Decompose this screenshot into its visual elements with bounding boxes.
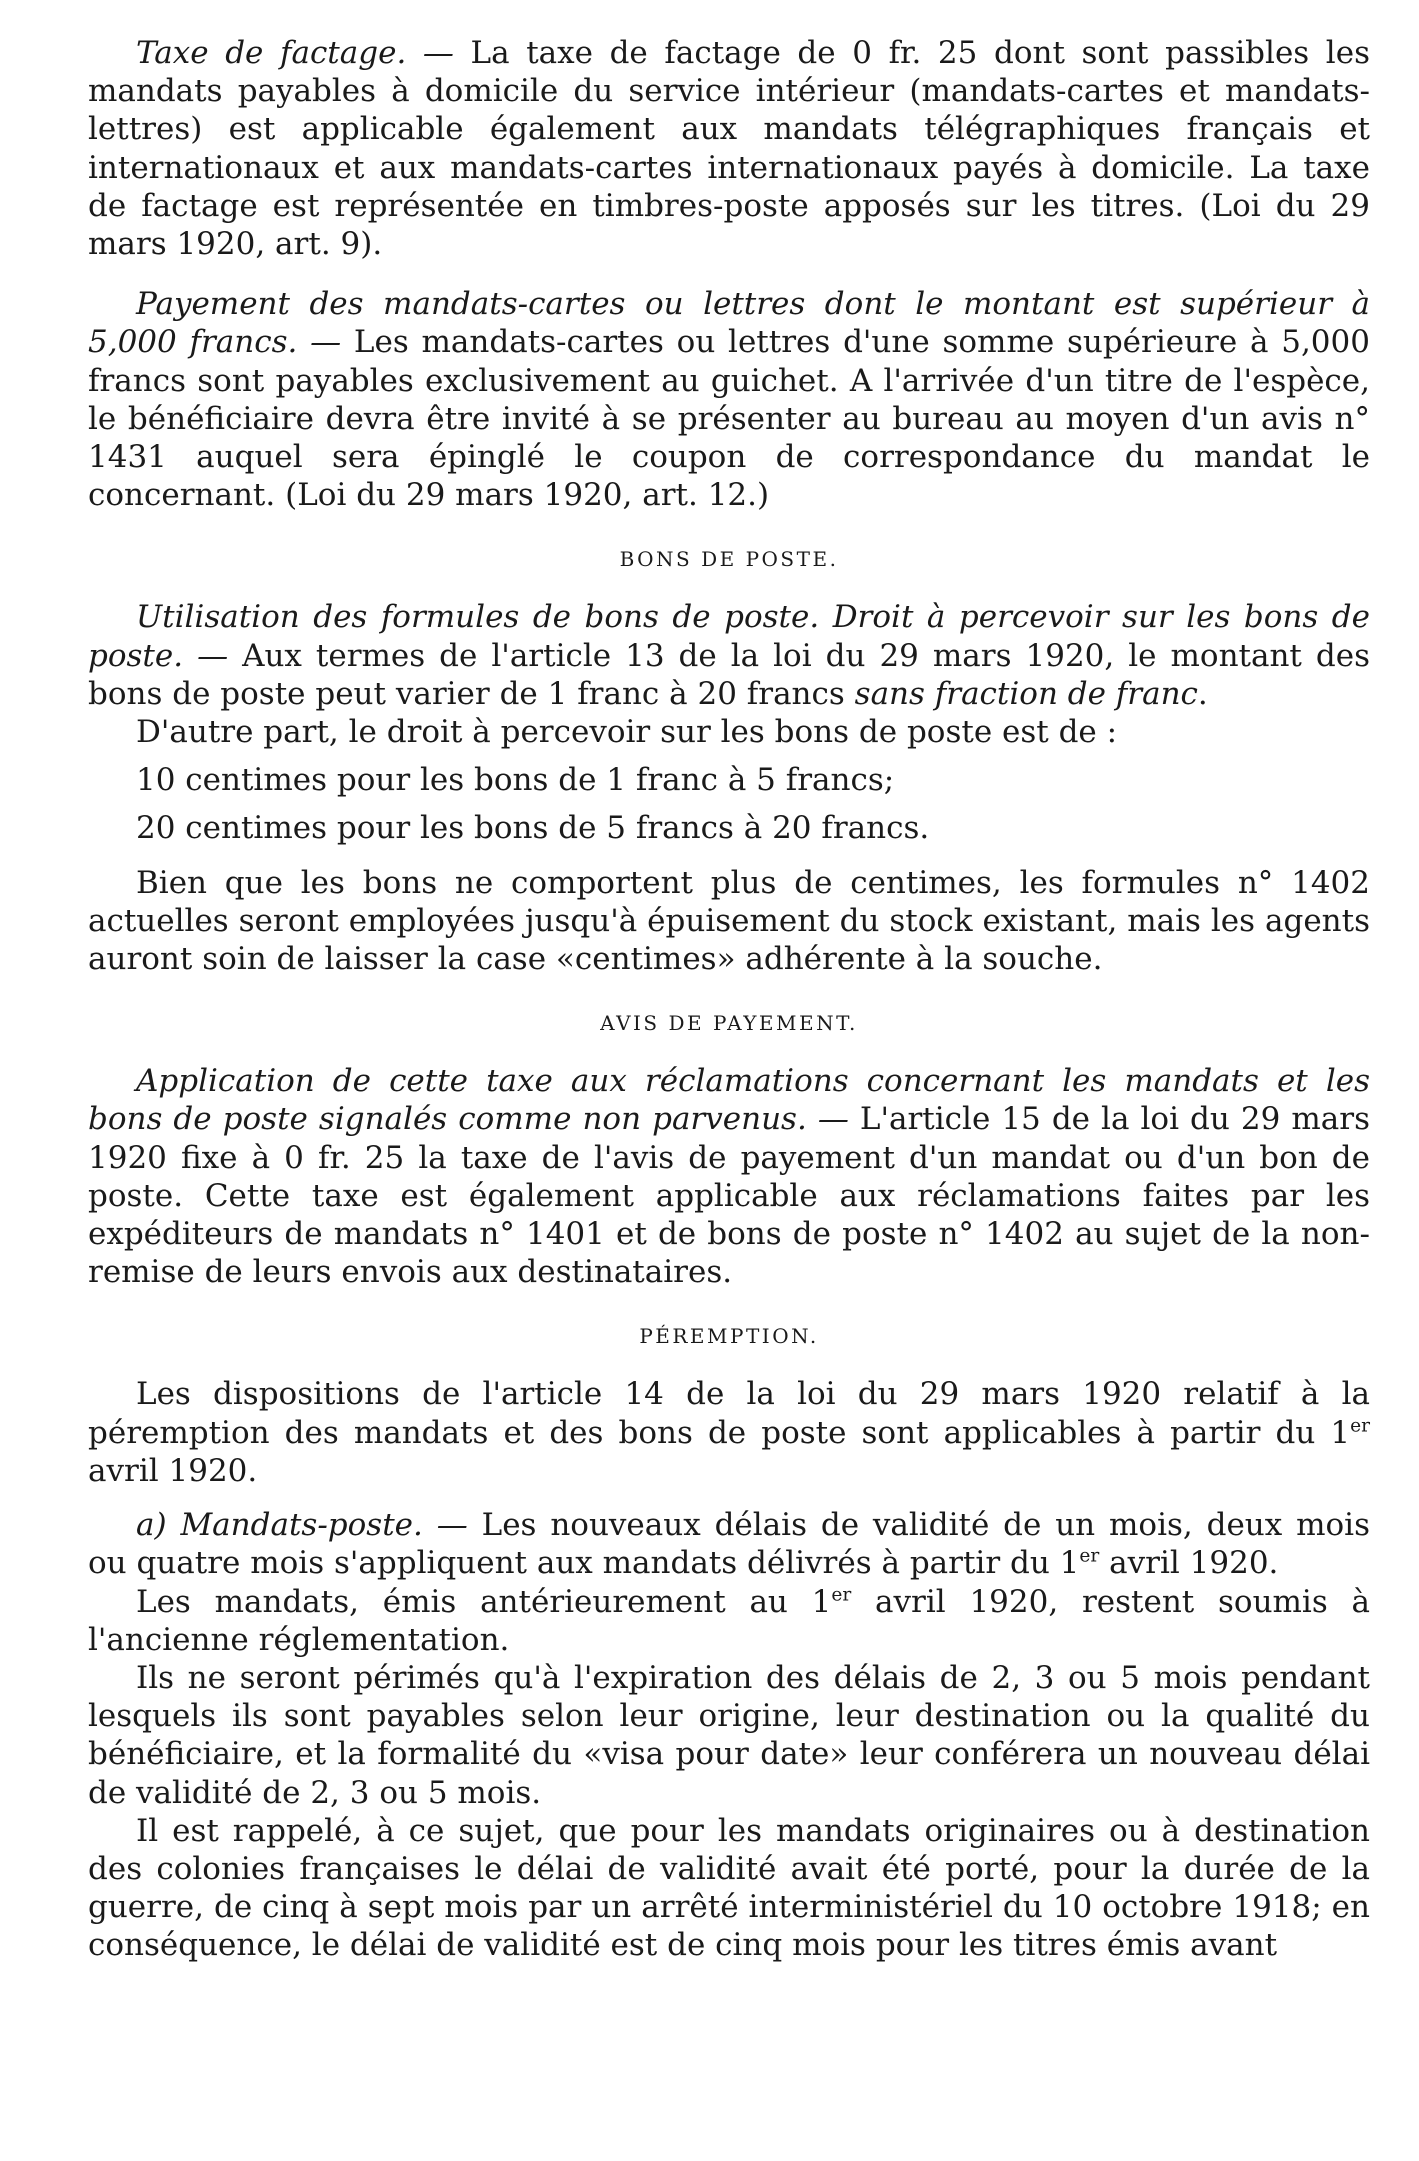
bons-rate-item: 20 centimes pour les bons de 5 francs à 20 francs. [136, 810, 930, 847]
peremption-heading: PÉREMPTION. [639, 1324, 819, 1349]
peremption-intro [88, 1375, 1370, 1490]
bons-utilisation-lead: Utilisation des formules de bons de poste. Droit à percevoir sur les bons de poste. — [88, 599, 1370, 674]
bons-rate-item: 10 centimes pour les bons de 1 franc à 5 francs; [136, 762, 895, 799]
mandats-poste-text: Les nouveaux délais de validité de un mois, deux mois ou quatre mois s'appliquent aux mandats délivrés à partir du 1 [88, 1507, 1370, 1582]
factage-paragraph [88, 34, 1370, 263]
factage-text: La taxe de factage de 0 fr. 25 dont sont passibles les mandats payables à domicile du service intérieur (mandats-cartes et mandats-lettres) est applicable également aux mandats télégraphiques français et internationaux et aux mandats-cartes internationaux payés à domicile. La taxe de factage est représentée en timbres-poste apposés sur les titres. (Loi du 29 mars 1920, art. 9). [88, 35, 1370, 263]
bons-utilisation-end: . [1197, 675, 1208, 712]
mandats-poste-sup: er [1079, 1545, 1100, 1567]
avis-payement-paragraph [88, 1062, 1370, 1291]
avis-de-payement-heading: AVIS DE PAYEMENT. [600, 1011, 858, 1036]
bons-droit-intro: D'autre part, le droit à percevoir sur les bons de poste est de : [136, 714, 1118, 751]
mandats-anterieurs-end: avril 1920, restent soumis à l'ancienne réglementation. [88, 1583, 1370, 1658]
bons-de-poste-heading: BONS DE POSTE. [619, 547, 839, 572]
mandats-anterieurs-text: Les mandats, émis antérieurement au 1 [136, 1583, 832, 1620]
mandats-anterieurs-sup: er [831, 1584, 852, 1606]
peremption-intro-sup: er [1350, 1415, 1370, 1437]
avis-payement-text: L'article 15 de la loi du 29 mars 1920 fixe à 0 fr. 25 la taxe de l'avis de payement d'un mandat ou d'un bon de poste. Cette taxe est également applicable aux réclamations faites par les expéditeurs de mandats n° 1401 et de bons de poste n° 1402 au sujet de la non-remise de leurs envois aux destinataires. [88, 1101, 1370, 1291]
bons-formules-paragraph: Bien que les bons ne comportent plus de centimes, les formules n° 1402 actuelles seront employées jusqu'à épuisement du stock existant, mais les agents auront soin de laisser la case «centimes» adhérente à la souche. [88, 864, 1370, 978]
avis-payement-lead: Application de cette taxe aux réclamations concernant les mandats et les bons de poste signalés comme non parvenus. — [88, 1063, 1370, 1138]
payement-mandats-lead: Payement des mandats-cartes ou lettres dont le montant est supérieur à 5,000 francs. — [88, 286, 1370, 361]
mandats-poste-end: avril 1920. [1099, 1545, 1279, 1582]
bons-sans-fraction: sans fraction de franc [854, 675, 1198, 712]
peremption-intro-text: Les dispositions de l'article 14 de la loi du 29 mars 1920 relatif à la péremption des mandats et des bons de poste sont applicables à partir du 1 [88, 1376, 1370, 1451]
mandats-poste-paragraph [88, 1506, 1370, 1582]
rappel-paragraph: Il est rappelé, à ce sujet, que pour les mandats originaires ou à destination des colonies françaises le délai de validité avait été porté, pour la durée de la guerre, de cinq à sept mois par un arrêté interministériel du 10 octobre 1918; en conséquence, le délai de validité est de cinq mois pour les titres émis avant [88, 1812, 1370, 1964]
payement-mandats-paragraph [88, 285, 1370, 514]
payement-mandats-text: Les mandats-cartes ou lettres d'une somme supérieure à 5,000 francs sont payables exclusivement au guichet. A l'arrivée d'un titre de l'espèce, le bénéficiaire devra être invité à se présenter au bureau au moyen d'un avis n° 1431 auquel sera épinglé le coupon de correspondance du mandat le concernant. (Loi du 29 mars 1920, art. 12.) [88, 324, 1370, 514]
bons-utilisation-paragraph [88, 598, 1370, 713]
mandats-poste-lead: a) Mandats-poste. — [136, 1507, 468, 1544]
bons-utilisation-text: Aux termes de l'article 13 de la loi du 29 mars 1920, le montant des bons de poste peut varier de 1 franc à 20 francs [88, 637, 1370, 712]
perimes-paragraph: Ils ne seront périmés qu'à l'expiration des délais de 2, 3 ou 5 mois pendant lesquels ils sont payables selon leur origine, leur destination ou la qualité du bénéficiaire, et la formalité du «visa pour date» leur conférera un nouveau délai de validité de 2, 3 ou 5 mois. [88, 1659, 1370, 1811]
peremption-intro-end: avril 1920. [88, 1452, 258, 1489]
factage-lead: Taxe de factage. — [136, 35, 454, 71]
document-page [88, 34, 1370, 1965]
mandats-anterieurs-paragraph [88, 1583, 1370, 1659]
